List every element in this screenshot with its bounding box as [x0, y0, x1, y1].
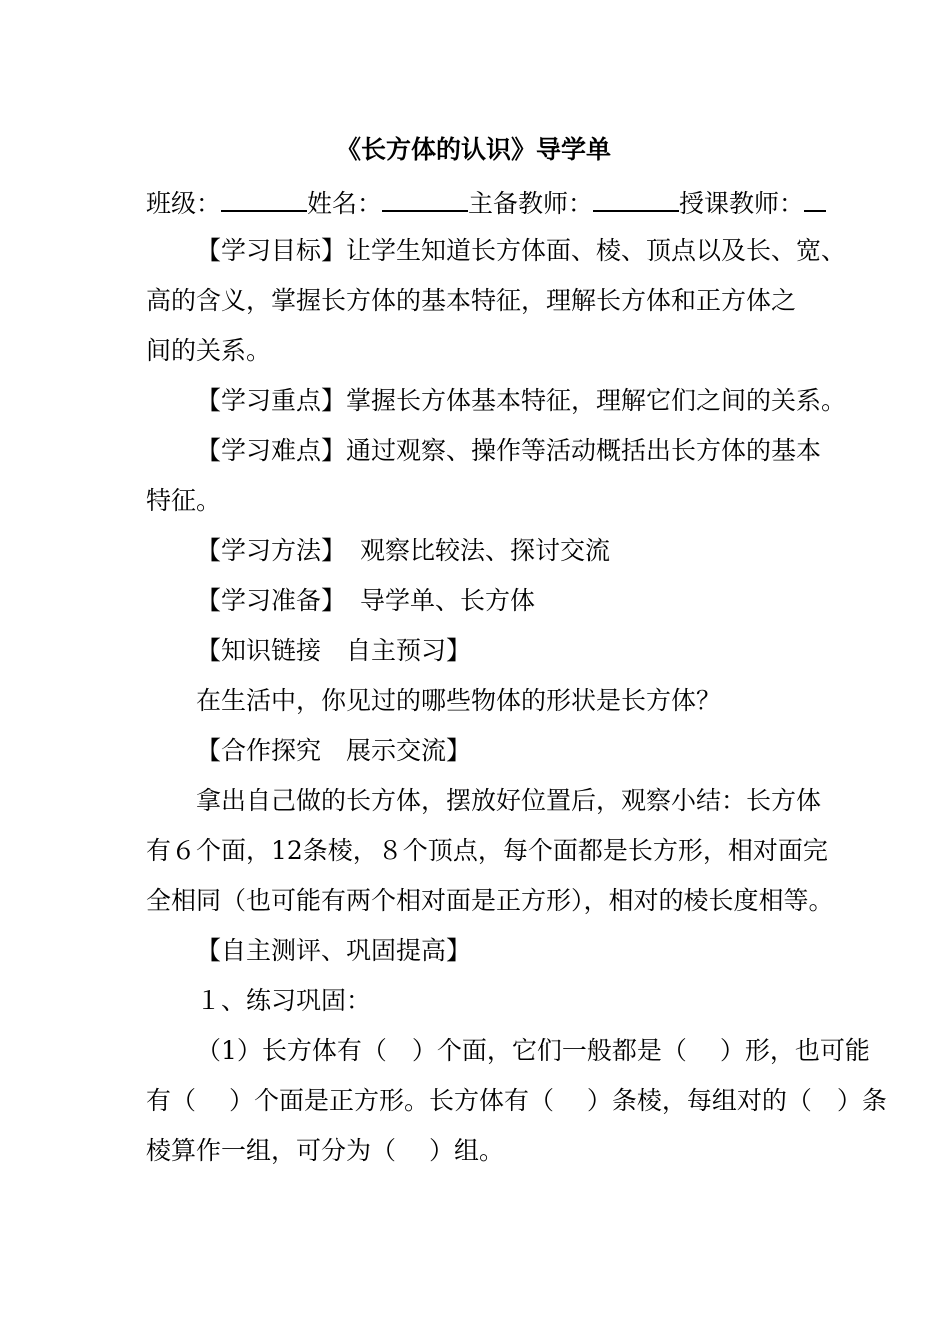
self-test-item-1: １、练习巩固： [196, 986, 372, 1015]
objectives-heading: 【学习目标】 [196, 236, 347, 265]
knowledge-link-question: 在生活中，你见过的哪些物体的形状是长方体？ [196, 686, 722, 715]
knowledge-link-heading: 【知识链接 自主预习】 [196, 636, 472, 665]
question-1-line-2: 有（ ）个面是正方形。长方体有（ ）条棱，每组对的（ ）条 [146, 1086, 887, 1115]
name-label: 姓名： [307, 189, 383, 218]
difficulties-heading: 【学习难点】 [196, 436, 347, 465]
preparation-heading: 【学习准备】 [196, 586, 347, 615]
document-title: 《长方体的认识》导学单 [336, 135, 612, 164]
cooperation-line-3: 全相同（也可能有两个相对面是正方形），相对的棱长度相等。 [146, 886, 834, 915]
teacher-label: 授课教师： [679, 189, 805, 218]
question-1-line-3: 棱算作一组，可分为（ ）组。 [146, 1136, 504, 1165]
objectives-line-1 [196, 234, 846, 268]
method-text: 观察比较法、探讨交流 [360, 536, 611, 565]
method-heading: 【学习方法】 [196, 536, 347, 565]
header-fields [146, 184, 826, 218]
preparation [196, 584, 535, 618]
method [196, 534, 610, 568]
teacher-blank[interactable] [804, 184, 826, 212]
objectives-line-3: 间的关系。 [146, 336, 272, 365]
teacher-main-label: 主备教师： [468, 189, 594, 218]
class-label: 班级： [146, 189, 222, 218]
difficulties-text-1: 通过观察、操作等活动概括出长方体的基本 [346, 436, 822, 465]
preparation-text: 导学单、长方体 [360, 586, 536, 615]
key-points-heading: 【学习重点】 [196, 386, 347, 415]
difficulties-line-2: 特征。 [146, 486, 222, 515]
difficulties-line-1 [196, 434, 821, 468]
objectives-text-1: 让学生知道长方体面、棱、顶点以及长、宽、 [346, 236, 847, 265]
cooperation-line-1: 拿出自己做的长方体，摆放好位置后，观察小结：长方体 [196, 786, 822, 815]
key-points-text: 掌握长方体基本特征，理解它们之间的关系。 [346, 386, 847, 415]
self-test-heading: 【自主测评、巩固提高】 [196, 936, 472, 965]
cooperation-line-2: 有６个面，12条棱，８个顶点，每个面都是长方形，相对面完 [146, 836, 828, 865]
class-blank[interactable] [221, 184, 307, 212]
objectives-line-2: 高的含义，掌握长方体的基本特征，理解长方体和正方体之 [146, 286, 797, 315]
key-points [196, 384, 846, 418]
cooperation-heading: 【合作探究 展示交流】 [196, 736, 472, 765]
question-1-line-1: （1）长方体有（ ）个面，它们一般都是（ ）形，也可能 [196, 1036, 870, 1065]
teacher-main-blank[interactable] [593, 184, 679, 212]
name-blank[interactable] [382, 184, 468, 212]
